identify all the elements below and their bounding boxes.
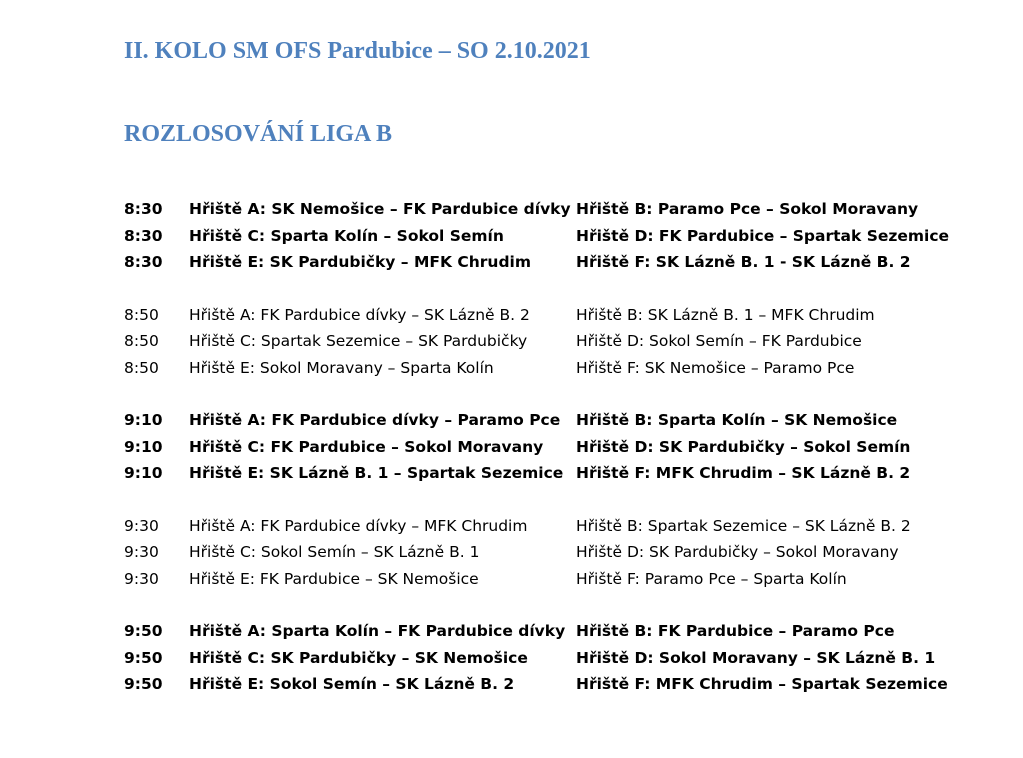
match-time: 9:10: [124, 464, 163, 482]
match-time: 8:30: [124, 226, 163, 245]
time-block: [124, 407, 984, 487]
page-title: II. KOLO SM OFS Pardubice – SO 2.10.2021: [124, 38, 591, 64]
schedule-row: [124, 196, 984, 223]
match-field-right: Hřiště B: FK Pardubice – Paramo Pce: [576, 622, 895, 640]
match-field-right: Hřiště B: Sparta Kolín – SK Nemošice: [576, 411, 898, 429]
match-time: 8:50: [124, 305, 159, 324]
match-field-left: Hřiště C: SK Pardubičky – SK Nemošice: [189, 648, 528, 667]
match-time: 8:50: [124, 358, 159, 377]
match-field-left: Hřiště C: Spartak Sezemice – SK Pardubičky: [189, 332, 528, 350]
match-field-left: Hřiště C: FK Pardubice – Sokol Moravany: [189, 437, 544, 456]
match-field-right: Hřiště F: SK Lázně B. 1 - SK Lázně B. 2: [576, 253, 911, 271]
schedule-row: [124, 302, 984, 329]
schedule-row: [124, 645, 984, 672]
match-field-left: Hřiště C: Sparta Kolín – Sokol Semín: [189, 226, 504, 245]
match-field-right: Hřiště F: MFK Chrudim – Spartak Sezemice: [576, 675, 948, 693]
match-time: 8:50: [124, 332, 159, 350]
match-field-right: Hřiště B: SK Lázně B. 1 – MFK Chrudim: [576, 305, 875, 324]
match-field-right: Hřiště B: Spartak Sezemice – SK Lázně B. 2: [576, 516, 911, 535]
schedule-row: [124, 249, 984, 276]
match-field-left: Hřiště C: Sokol Semín – SK Lázně B. 1: [189, 543, 480, 561]
match-field-right: Hřiště D: SK Pardubičky – Sokol Semín: [576, 437, 911, 456]
match-field-right: Hřiště D: Sokol Moravany – SK Lázně B. 1: [576, 648, 936, 667]
match-field-right: Hřiště F: Paramo Pce – Sparta Kolín: [576, 569, 847, 588]
time-block: [124, 302, 984, 382]
schedule-row: [124, 566, 984, 593]
match-time: 9:30: [124, 569, 159, 588]
match-time: 8:30: [124, 200, 163, 218]
match-time: 9:10: [124, 437, 163, 456]
schedule-row: [124, 355, 984, 382]
match-field-right: Hřiště D: Sokol Semín – FK Pardubice: [576, 332, 862, 350]
match-time: 9:50: [124, 622, 163, 640]
schedule-row: [124, 460, 984, 487]
schedule-row: [124, 513, 984, 540]
schedule-row: [124, 539, 984, 566]
time-block: [124, 618, 984, 698]
match-time: 9:30: [124, 516, 159, 535]
schedule-row: [124, 618, 984, 645]
match-field-right: Hřiště F: MFK Chrudim – SK Lázně B. 2: [576, 464, 911, 482]
schedule-row: [124, 328, 984, 355]
match-field-left: Hřiště E: FK Pardubice – SK Nemošice: [189, 569, 479, 588]
match-time: 9:30: [124, 543, 159, 561]
match-schedule: [124, 196, 984, 724]
schedule-row: [124, 407, 984, 434]
match-field-left: Hřiště A: FK Pardubice dívky – SK Lázně B. 2: [189, 305, 530, 324]
schedule-row: [124, 434, 984, 461]
schedule-row: [124, 671, 984, 698]
match-field-right: Hřiště D: FK Pardubice – Spartak Sezemice: [576, 226, 950, 245]
match-field-left: Hřiště A: FK Pardubice dívky – MFK Chrudim: [189, 516, 528, 535]
match-field-left: Hřiště E: SK Lázně B. 1 – Spartak Sezemice: [189, 464, 564, 482]
section-title: ROZLOSOVÁNÍ LIGA B: [124, 121, 393, 147]
match-field-right: Hřiště B: Paramo Pce – Sokol Moravany: [576, 200, 919, 218]
match-field-left: Hřiště A: SK Nemošice – FK Pardubice dívky: [189, 200, 571, 218]
match-field-left: Hřiště E: SK Pardubičky – MFK Chrudim: [189, 253, 532, 271]
match-time: 9:50: [124, 648, 163, 667]
match-field-left: Hřiště A: FK Pardubice dívky – Paramo Pce: [189, 411, 561, 429]
time-block: [124, 513, 984, 593]
match-field-left: Hřiště A: Sparta Kolín – FK Pardubice dívky: [189, 622, 566, 640]
match-field-left: Hřiště E: Sokol Moravany – Sparta Kolín: [189, 358, 494, 377]
time-block: [124, 196, 984, 276]
match-time: 9:50: [124, 675, 163, 693]
match-field-right: Hřiště F: SK Nemošice – Paramo Pce: [576, 358, 855, 377]
match-field-left: Hřiště E: Sokol Semín – SK Lázně B. 2: [189, 675, 515, 693]
match-time: 9:10: [124, 411, 163, 429]
match-time: 8:30: [124, 253, 163, 271]
match-field-right: Hřiště D: SK Pardubičky – Sokol Moravany: [576, 543, 899, 561]
schedule-row: [124, 223, 984, 250]
